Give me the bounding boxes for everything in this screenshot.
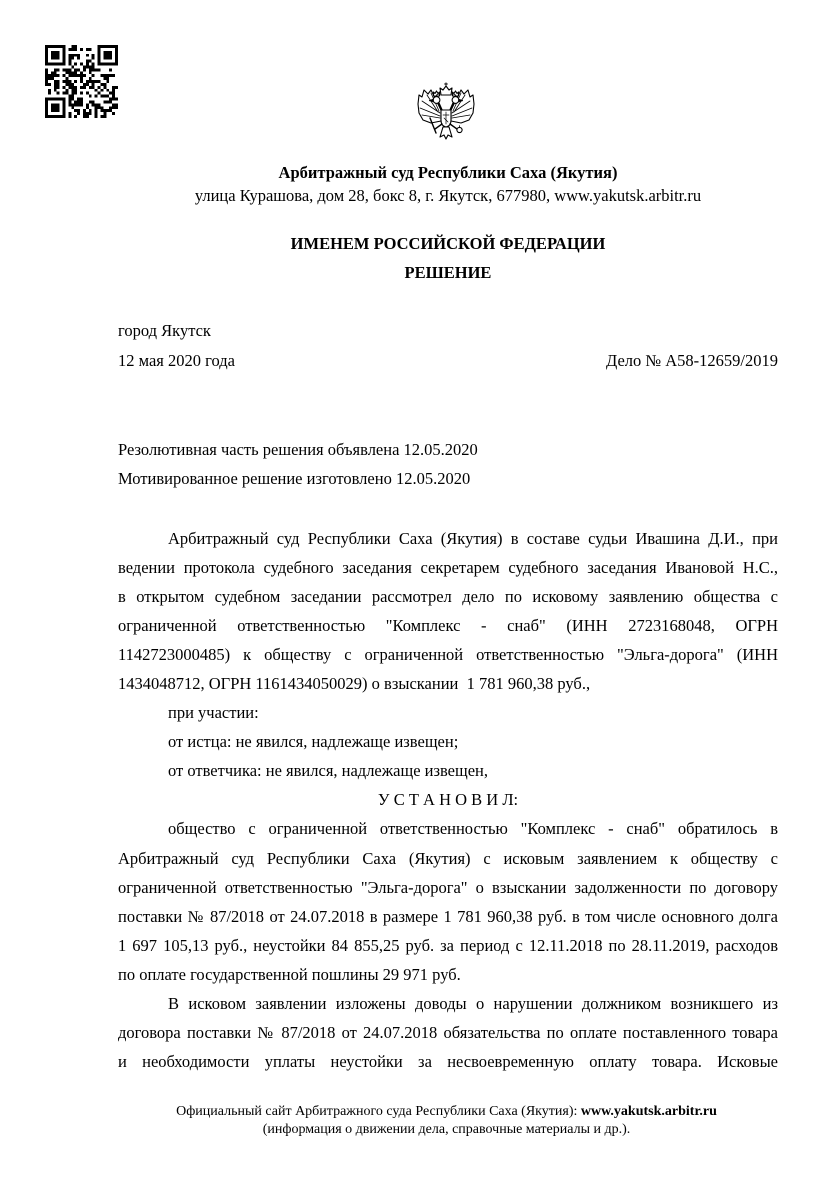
heading-line-decision: РЕШЕНИЕ: [404, 262, 492, 282]
intro-paragraph-line: Арбитражный суд Республики Саха (Якутия) в составе судьи Ивашина Д.И., при: [168, 528, 778, 548]
page-footer: [0, 1103, 833, 1139]
intro-paragraph-line: 1434048712, ОГРН 1161434050029) о взыскании 1 781 960,38 руб.,: [118, 673, 591, 693]
claim-paragraph-line: по оплате государственной пошлины 29 971 руб.: [118, 964, 461, 984]
footer-site-label: Официальный сайт Арбитражного суда Республики Саха (Якутия):: [176, 1104, 581, 1119]
intro-paragraph-line: ограниченной ответственностью "Комплекс - снаб" (ИНН 2723168048, ОГРН: [118, 615, 778, 635]
heading-line-federation: ИМЕНЕМ РОССИЙСКОЙ ФЕДЕРАЦИИ: [290, 233, 606, 253]
court-header: [118, 161, 778, 207]
decision-heading: [118, 229, 778, 287]
footer-site-line: [0, 1103, 833, 1121]
claim-paragraph-line: Арбитражный суд Республики Саха (Якутия) с исковым заявлением к обществу с: [118, 848, 778, 868]
coat-of-arms-emblem: [416, 82, 476, 144]
arguments-paragraph-line: договора поставки № 87/2018 от 24.07.2018 обязательства по оплате поставленного товара: [118, 1023, 778, 1043]
decision-meta: [118, 316, 778, 376]
claim-paragraph-line: ограниченной ответственностью "Эльга-дорога" о взыскании задолженности по договору: [118, 877, 778, 897]
claim-paragraph-line: общество с ограниченной ответственностью "Комплекс - снаб" обратилось в: [168, 819, 778, 839]
court-address: улица Курашова, дом 28, бокс 8, г. Якутск, 677980, www.yakutsk.arbitr.ru: [194, 186, 702, 205]
claim-paragraph-line: поставки № 87/2018 от 24.07.2018 в размере 1 781 960,38 руб. в том числе основного долга: [118, 906, 778, 926]
announcement-date-text: Резолютивная часть решения объявлена 12.05.2020: [118, 439, 478, 459]
intro-paragraph-line: 1142723000485) к обществу с ограниченной ответственностью "Эльга-дорога" (ИНН: [118, 644, 778, 664]
decision-dates: [118, 435, 778, 493]
decision-date: 12 мая 2020 года: [118, 351, 235, 370]
arguments-paragraph-line: В исковом заявлении изложены доводы о нарушении должником возникшего из: [168, 994, 778, 1013]
participants-label: при участии:: [168, 703, 259, 723]
footer-note: (информация о движении дела, справочные материалы и др.).: [262, 1122, 631, 1137]
claim-paragraph-line: 1 697 105,13 руб., неустойки 84 855,25 руб. за период с 12.11.2018 по 28.11.2019, расходов: [118, 935, 778, 955]
court-name: Арбитражный суд Республики Саха (Якутия): [278, 163, 618, 182]
qr-code: [45, 45, 118, 118]
defendant-attendance: от ответчика: не явился, надлежаще извещен,: [168, 761, 488, 781]
intro-paragraph-line: в открытом судебном заседании рассмотрел дело по исковому заявлению общества с: [118, 586, 778, 606]
date-case-row: [118, 346, 778, 376]
case-number: Дело № А58-12659/2019: [605, 351, 778, 370]
footer-site-url: www.yakutsk.arbitr.ru: [580, 1104, 717, 1119]
plaintiff-attendance: от истца: не явился, надлежаще извещен;: [168, 732, 459, 752]
intro-paragraph-line: ведении протокола судебного заседания секретарем судебного заседания Ивановой Н.С.,: [118, 557, 778, 577]
decision-place: город Якутск: [118, 321, 211, 340]
arguments-paragraph-line: и необходимости уплаты неустойки за несвоевременную оплату товара. Исковые: [118, 1052, 778, 1072]
decision-body: [118, 524, 778, 1077]
preparation-date-text: Мотивированное решение изготовлено 12.05.2020: [118, 468, 471, 488]
ruling-heading: У С Т А Н О В И Л:: [377, 790, 519, 810]
